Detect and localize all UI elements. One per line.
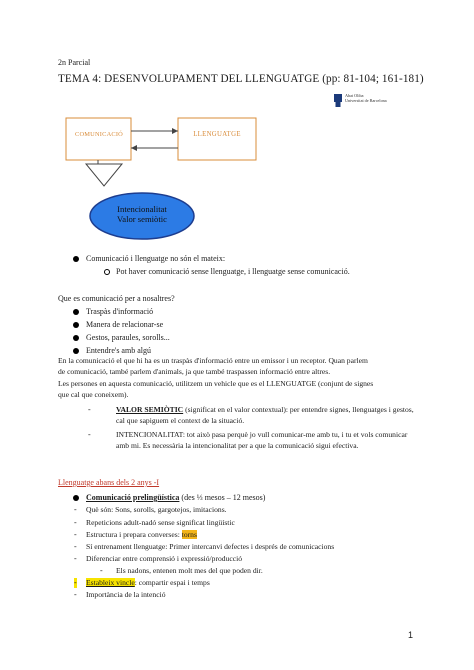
box-label-comunicacio: COMUNICACIÓ <box>74 131 123 138</box>
box-comunicacio <box>66 118 131 160</box>
circle-bullet-icon <box>104 269 110 275</box>
valor-semiotic-label: VALOR SEMIÒTIC <box>116 405 184 414</box>
section2-item: Estableix vincle: compartir espai i temps <box>86 578 210 587</box>
estableix-vincle-highlight: Estableix vincle <box>86 578 135 587</box>
page-number: 1 <box>408 630 414 640</box>
list2-item: Entendre's amb algú <box>86 346 151 355</box>
partial-label: 2n Parcial <box>58 58 91 67</box>
university-logo <box>334 94 390 113</box>
arrow-right-head <box>172 128 178 134</box>
down-triangle <box>86 164 122 186</box>
logo-line1: Abat Oliba <box>345 93 364 98</box>
arrow-left-head <box>131 145 137 151</box>
ellipse-label-1: Intencionalitat <box>117 204 167 214</box>
bullet-icon <box>73 335 79 341</box>
dash1-line1: VALOR SEMIÒTIC (significat en el valor contextual): per entendre signes, llenguatges i gestos, <box>116 405 414 414</box>
concept-diagram <box>58 108 268 245</box>
bullet-icon <box>73 309 79 315</box>
list2-item: Manera de relacionar-se <box>86 320 164 329</box>
para1-line2: de comunicació, també parlem d'animals, ja que també traspassen informació entre altres. <box>58 367 331 376</box>
section2-item: Estructura i prepara converses: torns <box>86 530 197 539</box>
section2-item: Importància de la intenció <box>86 590 166 599</box>
section2-subitem: Els nadons, entenen molt mes del que poden dir. <box>116 566 263 575</box>
dash-marker: - <box>74 505 77 514</box>
section2-item: Sí entrenament llenguatge: Primer intercanvi defectes i després de comunicacions <box>86 542 335 551</box>
list1-sub: Pot haver comunicació sense llenguatge, i llenguatge sense comunicació. <box>116 267 350 276</box>
bullet-icon <box>73 322 79 328</box>
dash1-line2: cal que sapiguem el context de la situació. <box>116 416 245 425</box>
section2-item: Repeticions adult-nadó sense significat lingüístic <box>86 518 235 527</box>
dash-marker: - <box>100 566 103 575</box>
dash-marker: - <box>88 430 91 439</box>
dash-marker: - <box>74 542 77 551</box>
bullet-icon <box>73 495 79 501</box>
dash-marker: - <box>74 554 77 563</box>
list1-item: Comunicació i llenguatge no són el mateix: <box>86 254 226 263</box>
comunicacio-prelinguistica-label: Comunicació prelingüística <box>86 493 180 502</box>
para2-line1: Les persones en aquesta comunicació, utilitzem un vehicle que es el LLENGUATGE (conjunt de signes <box>58 379 374 388</box>
dash-marker: - <box>74 590 77 599</box>
question: Que es comunicació per a nosaltres? <box>58 294 175 303</box>
dash-marker: - <box>74 530 77 539</box>
dash2-line2: amb mi. Es necessària la intencionalitat per a que la comunicació sigui efectiva. <box>116 441 359 450</box>
para2-line2: que cal que coneixem). <box>58 390 129 399</box>
dash2-line1: INTENCIONALITAT: tot això pasa perquè jo vull comunicar-me amb tu, i tu et vols comunicar <box>116 430 408 439</box>
bullet-icon <box>73 256 79 262</box>
torns-highlight: torns <box>181 530 197 539</box>
list2-item: Traspàs d'informació <box>86 307 154 316</box>
list2-item: Gestos, paraules, sorolls... <box>86 333 170 342</box>
section2-heading: Llenguatge abans dels 2 anys -I <box>58 478 160 487</box>
para1-line1: En la comunicació el que hi ha es un traspàs d'informació entre un emissor i un receptor. Quan parlem <box>58 356 368 365</box>
dash-marker: - <box>74 578 77 587</box>
dash-marker: - <box>88 405 91 414</box>
box-llenguatge <box>178 118 256 160</box>
logo-line2: Universitat de Barcelona <box>345 98 387 103</box>
section2-item: Diferenciar entre comprensió i expressió/producció <box>86 554 243 563</box>
section2-item: Què són: Sons, sorolls, gargotejos, imitacions. <box>86 505 227 514</box>
box-label-llenguatge: LLENGUATGE <box>193 131 241 138</box>
page-title: TEMA 4: DESENVOLUPAMENT DEL LLENGUATGE (pp: 81-104; 161-181) <box>58 73 424 85</box>
bullet-icon <box>73 348 79 354</box>
section2-bullet: Comunicació prelingüística (des ⅓ mesos – 12 mesos) <box>86 493 266 502</box>
ellipse-label-2: Valor semiòtic <box>117 214 167 224</box>
dash-marker: - <box>74 518 77 527</box>
